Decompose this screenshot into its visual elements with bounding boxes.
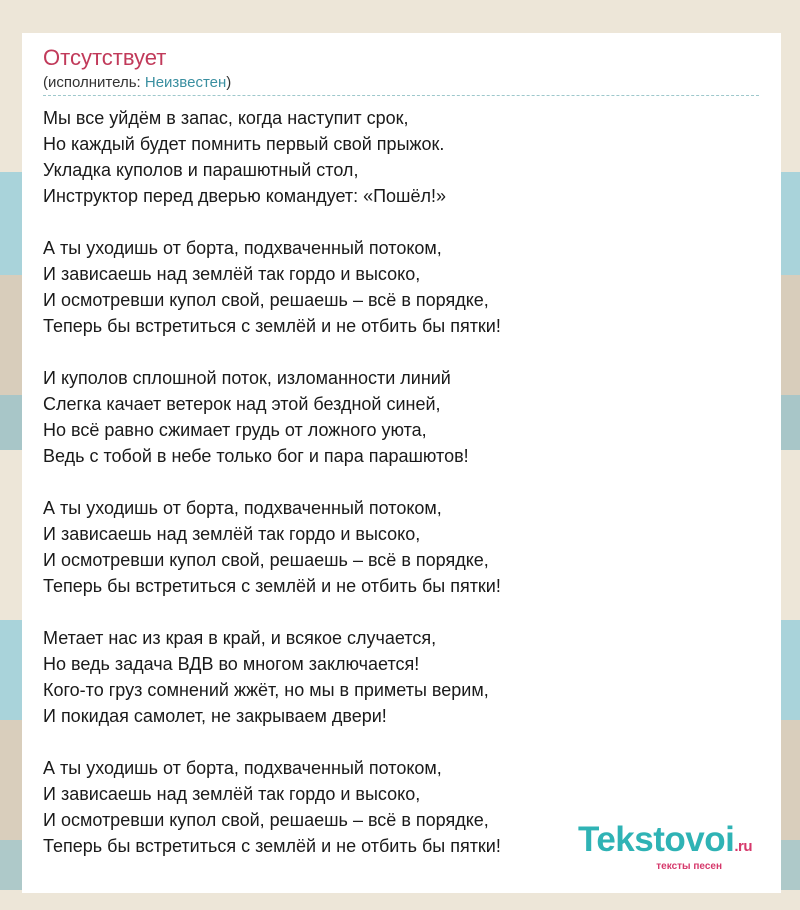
logo-main-text: Tekstovoi — [578, 820, 735, 859]
lyrics-body — [43, 105, 759, 859]
lyrics-line: Ведь с тобой в небе только бог и пара парашютов! — [43, 446, 469, 466]
lyrics-stanza — [43, 625, 759, 729]
lyrics-line: Теперь бы встретиться с землёй и не отбить бы пятки! — [43, 316, 501, 336]
logo-wordmark — [578, 820, 752, 864]
lyrics-line: Инструктор перед дверью командует: «Пошёл!» — [43, 186, 447, 206]
lyrics-line: А ты уходишь от борта, подхваченный потоком, — [43, 758, 442, 778]
lyrics-line: И осмотревши купол свой, решаешь – всё в порядке, — [43, 550, 489, 570]
lyrics-line: Но всё равно сжимает грудь от ложного уюта, — [43, 420, 427, 440]
lyrics-stanza — [43, 495, 759, 599]
site-logo[interactable] — [578, 820, 752, 872]
lyrics-stanza — [43, 105, 759, 209]
lyrics-line: Кого-то груз сомнений жжёт, но мы в приметы верим, — [43, 680, 489, 700]
lyrics-line: И зависаешь над землёй так гордо и высоко, — [43, 524, 421, 544]
lyrics-line: И осмотревши купол свой, решаешь – всё в порядке, — [43, 290, 489, 310]
lyrics-line: А ты уходишь от борта, подхваченный потоком, — [43, 238, 442, 258]
song-title: Отсутствует — [43, 45, 167, 70]
lyrics-line: А ты уходишь от борта, подхваченный потоком, — [43, 498, 442, 518]
lyrics-line: И зависаешь над землёй так гордо и высоко, — [43, 784, 421, 804]
meta-suffix: ) — [226, 74, 232, 91]
lyrics-stanza — [43, 235, 759, 339]
lyrics-line: Теперь бы встретиться с землёй и не отбить бы пятки! — [43, 836, 501, 856]
song-meta — [43, 74, 759, 96]
lyrics-line: И куполов сплошной поток, изломанности линий — [43, 368, 451, 388]
meta-prefix: (исполнитель: — [43, 74, 145, 91]
lyrics-line: Мы все уйдём в запас, когда наступит срок, — [43, 108, 409, 128]
lyrics-line: И зависаешь над землёй так гордо и высоко, — [43, 264, 421, 284]
logo-tld: .ru — [734, 838, 752, 855]
lyrics-line: И покидая самолет, не закрываем двери! — [43, 706, 387, 726]
lyrics-line: Слегка качает ветерок над этой бездной синей, — [43, 394, 441, 414]
lyrics-line: И осмотревши купол свой, решаешь – всё в порядке, — [43, 810, 489, 830]
artist-link[interactable]: Неизвестен — [144, 74, 227, 91]
lyrics-card — [22, 33, 781, 893]
lyrics-line: Теперь бы встретиться с землёй и не отбить бы пятки! — [43, 576, 501, 596]
lyrics-line: Метает нас из края в край, и всякое случается, — [43, 628, 437, 648]
lyrics-line: Но каждый будет помнить первый свой прыжок. — [43, 134, 445, 154]
lyrics-line: Но ведь задача ВДВ во многом заключается! — [43, 654, 420, 674]
lyrics-stanza — [43, 365, 759, 469]
logo-tagline: тексты песен — [656, 861, 722, 872]
lyrics-line: Укладка куполов и парашютный стол, — [43, 160, 359, 180]
